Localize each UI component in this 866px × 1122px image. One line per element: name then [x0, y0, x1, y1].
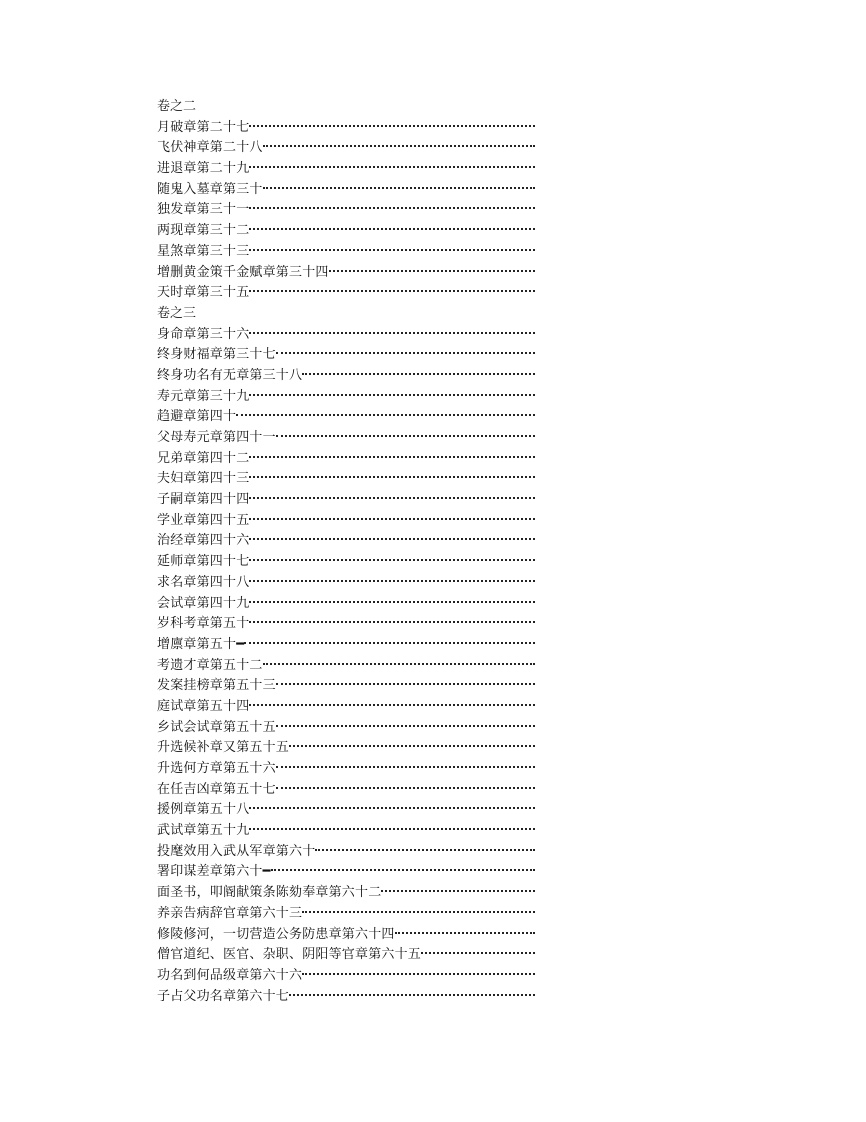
- dot-leader: [421, 951, 535, 954]
- toc-entry: [157, 904, 535, 925]
- toc-entry: [157, 945, 535, 966]
- dot-leader: [395, 931, 535, 934]
- toc-entry-title: 学业章第四十五: [157, 512, 250, 528]
- dot-leader: [276, 724, 535, 727]
- toc-entry: [157, 387, 535, 408]
- toc-entry: [157, 842, 535, 863]
- toc-entry: [157, 780, 535, 801]
- dot-leader: [249, 827, 535, 830]
- toc-entry-title: 随鬼入墓章第三十: [157, 181, 263, 197]
- toc-entry-title: 子嗣章第四十四: [157, 492, 250, 508]
- toc-entry-title: 终身功名有无章第三十八: [157, 367, 303, 383]
- toc-entry-title: 面圣书，叩阍献策条陈劾奉章第六十二: [157, 885, 382, 901]
- toc-entry: [157, 263, 535, 284]
- toc-entry: [157, 800, 535, 821]
- dot-leader: [289, 744, 535, 747]
- toc-entry: [157, 697, 535, 718]
- toc-entry: [157, 345, 535, 366]
- toc-entry: [157, 221, 535, 242]
- toc-entry-title: 僧官道纪、医官、杂职、阴阳等官章第六十五: [157, 947, 422, 963]
- toc-entry-title: 星煞章第三十三: [157, 243, 250, 259]
- toc-entry-title: 乡试会试章第五十五: [157, 719, 276, 735]
- dot-leader: [249, 496, 535, 499]
- toc-entry: [157, 614, 535, 635]
- toc-entry: [157, 407, 535, 428]
- toc-entry-title: 发案挂榜章第五十三: [157, 678, 276, 694]
- toc-entry-title: 飞伏神章第二十八: [157, 140, 263, 156]
- dot-leader: [249, 165, 535, 168]
- toc-entry-title: 在任吉凶章第五十七: [157, 781, 276, 797]
- toc-entry: [157, 883, 535, 904]
- dot-leader: [249, 248, 535, 251]
- toc-entry: [157, 676, 535, 697]
- dot-leader: [263, 186, 535, 189]
- dot-leader: [302, 372, 535, 375]
- toc-entry: [157, 159, 535, 180]
- dot-leader: [249, 393, 535, 396]
- dot-leader: [249, 206, 535, 209]
- toc-entry: [157, 449, 535, 470]
- toc-entry-title: 武试章第五十九: [157, 823, 250, 839]
- toc-entry: [157, 490, 535, 511]
- dot-leader: [249, 806, 535, 809]
- dot-leader: [276, 682, 535, 685]
- dot-leader: [289, 993, 535, 996]
- toc-entry: [157, 759, 535, 780]
- toc-entry: [157, 925, 535, 946]
- toc-entry-title: 终身财福章第三十七: [157, 347, 276, 363]
- toc-entry-title: 天时章第三十五: [157, 285, 250, 301]
- toc-entry-title: 进退章第二十九: [157, 161, 250, 177]
- volume-heading: 卷之二: [157, 99, 197, 114]
- dot-leader: [276, 351, 535, 354]
- toc-entry-title: 寿元章第三十九: [157, 388, 250, 404]
- dot-leader: [249, 620, 535, 623]
- dot-leader: [244, 641, 535, 644]
- toc-entry-title: 投麾效用入武从军章第六十: [157, 843, 316, 859]
- toc-entry: [157, 573, 535, 594]
- toc-entry-title: 升选候补章又第五十五: [157, 740, 290, 756]
- dot-leader: [381, 889, 535, 892]
- toc-entry-title: 增删黄金策千金赋章第三十四: [157, 264, 329, 280]
- toc-entry: [157, 428, 535, 449]
- volume-heading: 卷之三: [157, 305, 197, 321]
- toc-entry: [157, 656, 535, 677]
- dot-leader: [276, 765, 535, 768]
- toc-entry-title: 延师章第四十七: [157, 554, 250, 570]
- toc-entry-title: 父母寿元章第四十一: [157, 430, 276, 445]
- dot-leader: [249, 579, 535, 582]
- dot-leader: [249, 455, 535, 458]
- dot-leader: [263, 144, 535, 147]
- dot-leader: [263, 662, 535, 665]
- dot-leader: [276, 434, 535, 437]
- toc-entry: [157, 511, 535, 532]
- dot-leader: [249, 227, 535, 230]
- toc-entry-title: 署印谋差章第六十━: [157, 864, 271, 880]
- toc-entry: [157, 531, 535, 552]
- dot-leader: [302, 972, 535, 975]
- toc-entry-title: 养亲告病辞官章第六十三: [157, 905, 303, 921]
- table-of-contents: [157, 97, 535, 1007]
- dot-leader: [249, 124, 535, 127]
- toc-entry: [157, 180, 535, 201]
- dot-leader: [276, 786, 535, 789]
- dot-leader: [315, 848, 535, 851]
- toc-entry: [157, 366, 535, 387]
- dot-leader: [249, 331, 535, 334]
- toc-entry-title: 求名章第四十八: [157, 574, 250, 590]
- dot-leader: [249, 703, 535, 706]
- toc-entry-title: 子占父功名章第六十七: [157, 988, 290, 1004]
- dot-leader: [249, 475, 535, 478]
- toc-entry: [157, 987, 535, 1008]
- toc-entry-title: 兄弟章第四十二: [157, 450, 250, 466]
- toc-entry-title: 夫妇章第四十三: [157, 471, 250, 487]
- toc-entry: [157, 635, 535, 656]
- toc-entry-title: 会试章第四十九: [157, 595, 250, 611]
- toc-entry: [157, 469, 535, 490]
- toc-entry-title: 修陵修河，一切营造公务防患章第六十四: [157, 926, 395, 942]
- toc-entry-title: 身命章第三十六: [157, 326, 250, 342]
- toc-entry-title: 两现章第三十二: [157, 223, 250, 239]
- toc-entry: [157, 594, 535, 615]
- toc-entry: [157, 242, 535, 263]
- toc-entry: [157, 966, 535, 987]
- toc-entry: [157, 821, 535, 842]
- toc-entry-title: 升选何方章第五十六: [157, 761, 276, 776]
- dot-leader: [249, 600, 535, 603]
- dot-leader: [249, 289, 535, 292]
- dot-leader: [329, 269, 535, 272]
- dot-leader: [271, 868, 535, 871]
- toc-entry-title: 庭试章第五十四: [157, 698, 250, 714]
- dot-leader: [249, 537, 535, 540]
- toc-entry: [157, 118, 535, 139]
- toc-entry-title: 岁科考章第五十: [157, 616, 250, 632]
- dot-leader: [302, 910, 535, 913]
- toc-entry-title: 增廪章第五十━: [157, 636, 245, 652]
- toc-entry-title: 考遗才章第五十二: [157, 657, 263, 673]
- toc-entry: [157, 138, 535, 159]
- toc-entry: [157, 552, 535, 573]
- toc-entry-title: 援例章第五十八: [157, 802, 250, 818]
- toc-entry: [157, 738, 535, 759]
- dot-leader: [249, 517, 535, 520]
- toc-entry-title: 独发章第三十一: [157, 202, 250, 218]
- toc-entry: [157, 718, 535, 739]
- toc-entry-title: 治经章第四十六: [157, 533, 250, 549]
- dot-leader: [249, 558, 535, 561]
- toc-entry: [157, 862, 535, 883]
- toc-entry: [157, 325, 535, 346]
- toc-entry-title: 趋避章第四十: [157, 409, 237, 425]
- toc-entry: [157, 200, 535, 221]
- toc-entry-title: 月破章第二十七: [157, 119, 250, 135]
- toc-entry: [157, 283, 535, 304]
- dot-leader: [236, 413, 535, 416]
- toc-entry-title: 功名到何品级章第六十六: [157, 967, 303, 983]
